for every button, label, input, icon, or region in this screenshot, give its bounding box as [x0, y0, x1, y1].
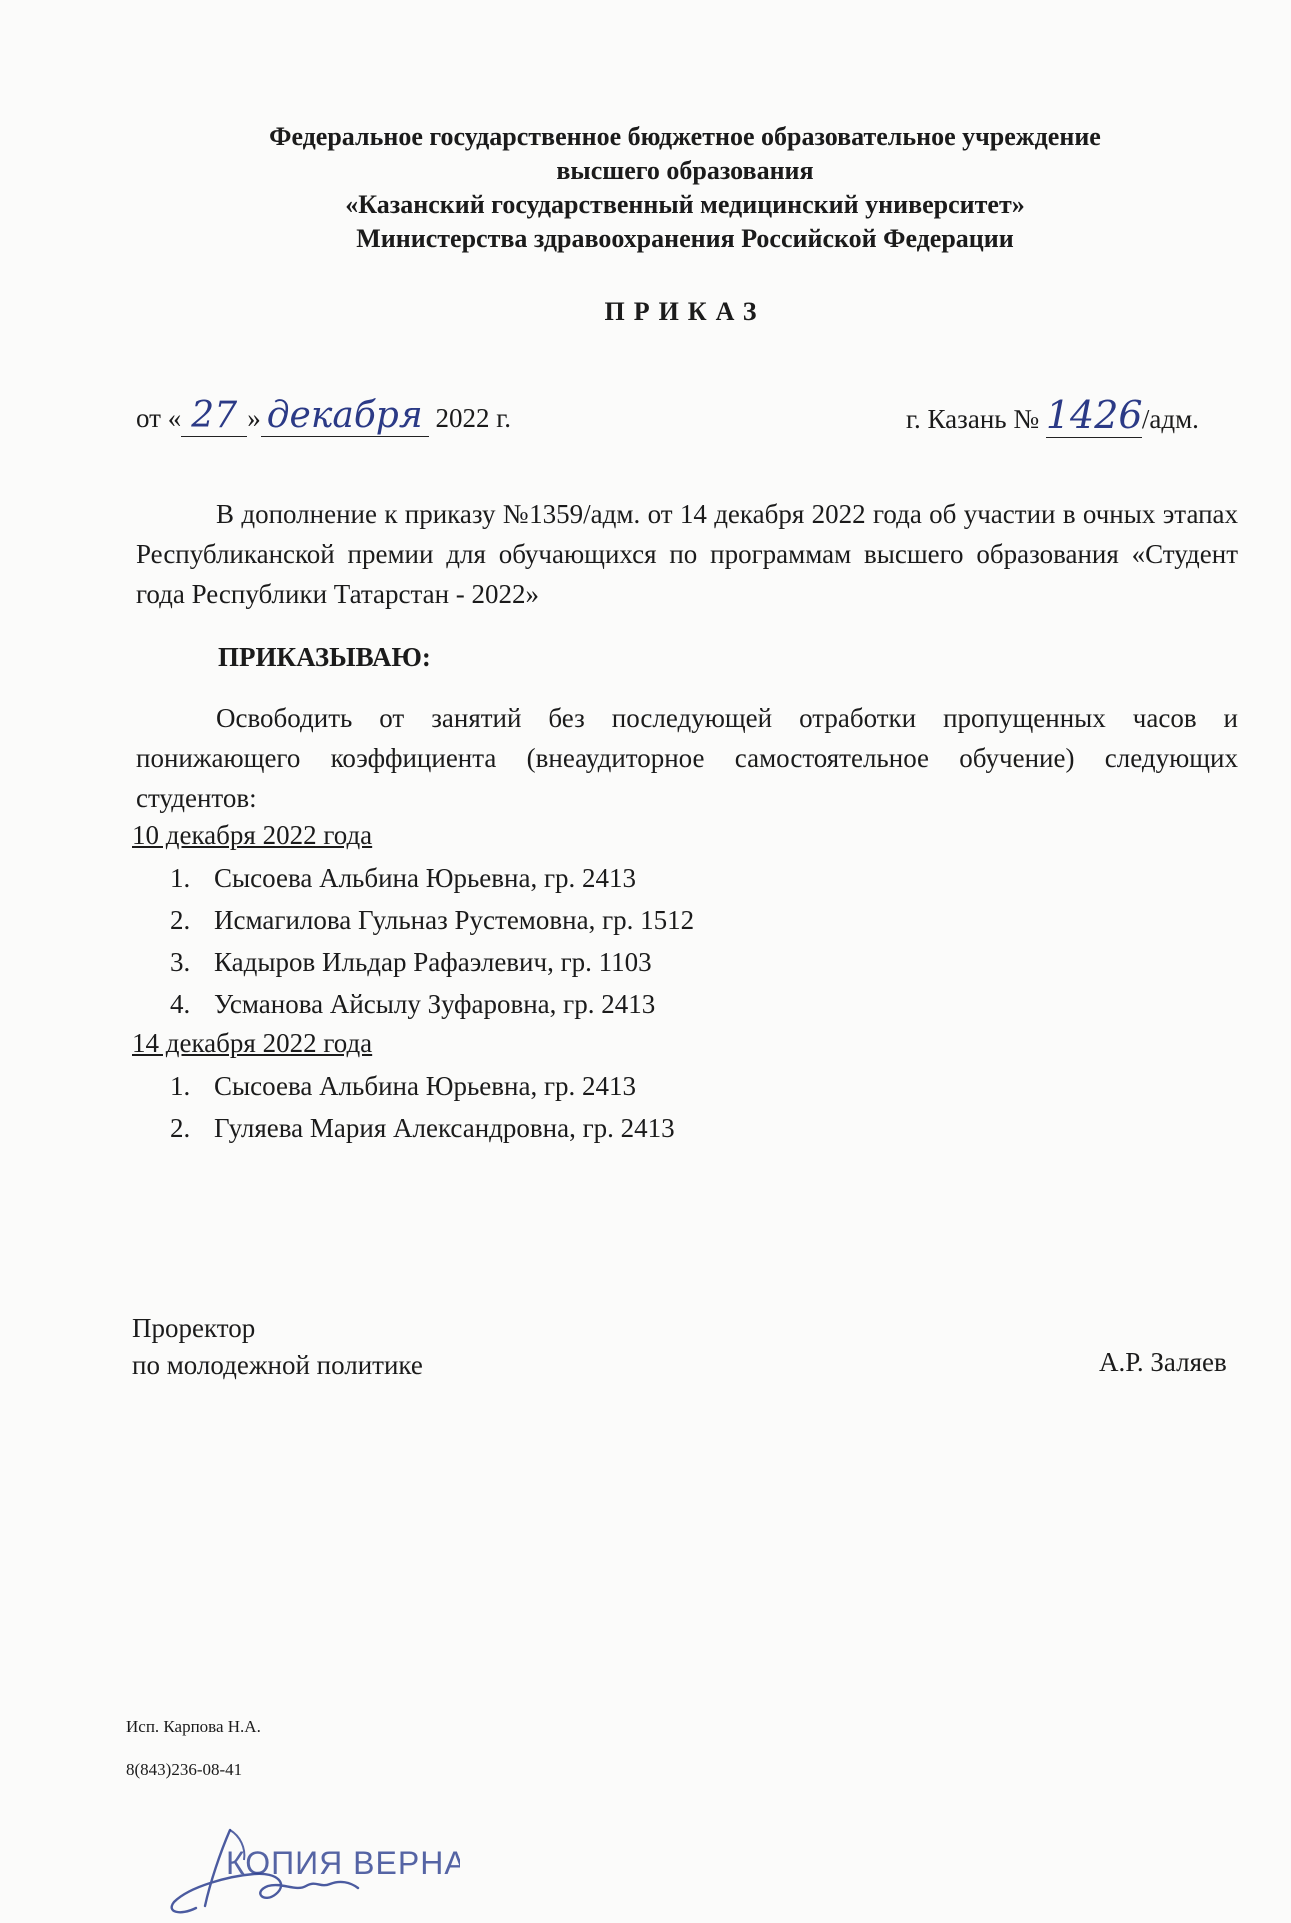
organization-header	[0, 120, 1291, 256]
executor-name: Исп. Карпова Н.А.	[126, 1717, 261, 1736]
header-line-1: Федеральное государственное бюджетное образовательное учреждение	[269, 122, 1101, 151]
instruction-paragraph: Освободить от занятий без последующей отработки пропущенных часов и понижающего коэффициента (внеаудиторное самостоятельное обучение) следующих студентов:	[136, 703, 1238, 813]
group-date-2: 14 декабря 2022 года	[132, 1028, 373, 1058]
document-title: ПРИКАЗ	[604, 297, 766, 326]
list-item: 4. Усманова Айсылу Зуфаровна, гр. 2413	[170, 989, 656, 1019]
date-month-handwritten: декабря	[261, 395, 429, 437]
date-prefix: от «	[136, 403, 182, 433]
list-item: 1. Сысоева Альбина Юрьевна, гр. 2413	[170, 863, 637, 893]
place-suffix: /адм.	[1141, 404, 1199, 434]
signatory-position: Проректор по молодежной политике	[132, 1313, 423, 1380]
order-date	[136, 395, 511, 437]
order-word: ПРИКАЗЫВАЮ:	[218, 642, 431, 672]
header-line-2: высшего образования	[556, 156, 814, 185]
list-item: 2. Гуляева Мария Александровна, гр. 2413	[170, 1113, 675, 1143]
order-number-handwritten: 1426	[1045, 393, 1143, 437]
intro-paragraph: В дополнение к приказу №1359/адм. от 14 декабря 2022 года об участии в очных этапах Республиканской премии для обучающихся по программам высшего образования «Студент года Республики Татарстан - 2022»	[136, 499, 1238, 609]
list-item: 1. Сысоева Альбина Юрьевна, гр. 2413	[170, 1071, 637, 1101]
date-suffix: 2022 г.	[428, 403, 511, 433]
order-place-number	[906, 393, 1199, 438]
signatory-name: А.Р. Заляев	[1099, 1347, 1227, 1377]
student-list-2	[170, 1065, 675, 1149]
student-list-1	[170, 857, 694, 1025]
copy-certified-stamp	[160, 1808, 460, 1918]
stamp-signature-icon	[160, 1808, 460, 1918]
header-line-4: Министерства здравоохранения Российской Федерации	[356, 224, 1014, 253]
group-date-1: 10 декабря 2022 года	[132, 820, 373, 850]
place-prefix: г. Казань №	[906, 404, 1046, 434]
list-item: 3. Кадыров Ильдар Рафаэлевич, гр. 1103	[170, 947, 652, 977]
executor-phone: 8(843)236-08-41	[126, 1760, 243, 1779]
executor-info	[126, 1705, 261, 1791]
header-line-3: «Казанский государственный медицинский университет»	[345, 190, 1025, 219]
stamp-text: КОПИЯ ВЕРНА	[226, 1845, 460, 1881]
date-day-handwritten: 27	[181, 395, 247, 437]
date-mid: »	[247, 403, 261, 433]
list-item: 2. Исмагилова Гульназ Рустемовна, гр. 1512	[170, 905, 695, 935]
